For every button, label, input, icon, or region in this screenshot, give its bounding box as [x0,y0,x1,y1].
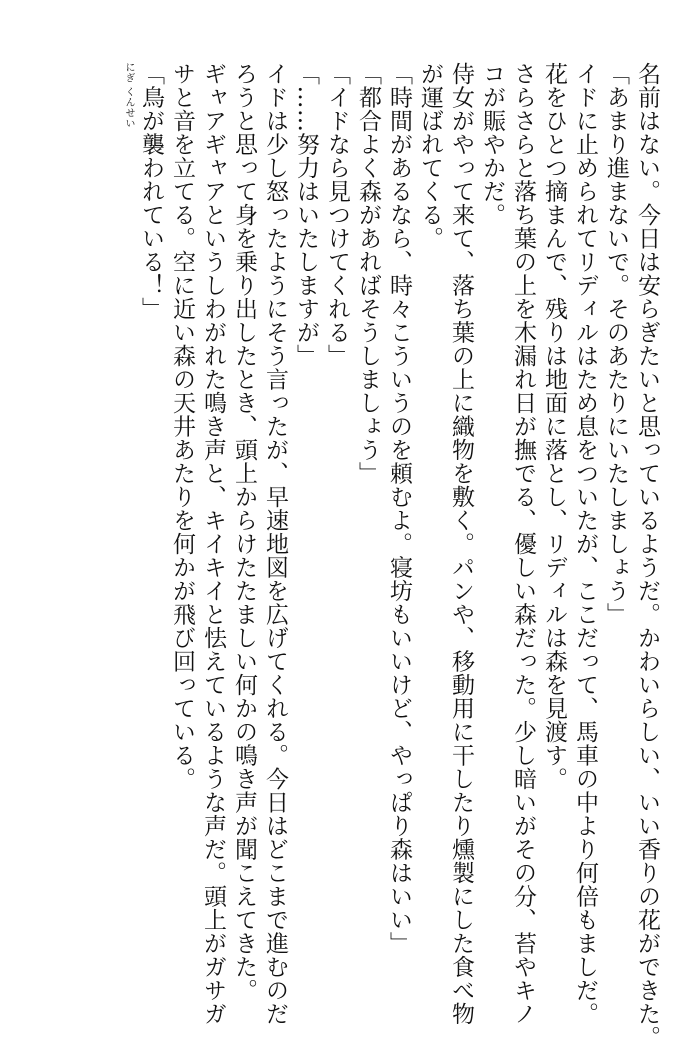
text-line-15: ギャアギャアというしわがれた鳴き声と、キイキイと怯えているような声だ。頭上がガサガ [200,62,226,1026]
text-line-12: 「……努力はいたしますが」 [293,62,319,368]
text-line-4: 花をひとつ摘まんで、残りは地面に落とし、リディルは森を見渡す。 [541,62,567,791]
ruby-readings [121,62,135,982]
text-line-6 [476,62,507,982]
text-line-6-text: コが賑やかだ。 [479,62,505,227]
text-line-3: イドに止められてリディルはため息をついたが、ここだって、馬車の中より何倍もましだ。 [572,62,598,1026]
text-line-1: 名前はない。今日は安らぎたいと思っているようだ。かわいらしい、いい香りの花ができた。 [634,62,660,1049]
text-line-10: 「都合よく森があればそうしましょう」 [355,62,381,485]
vertical-text-body [121,62,662,1049]
text-line-7: 侍女がやって来て、落ち葉の上に織物を敷く。パンや、移動用に干したり燻製にした食べ物 [448,62,474,1026]
text-line-11: 「イドなら見つけてくれる」 [324,62,350,368]
text-line-17: 「鳥が襲われている！」 [138,62,164,321]
ruby-nigi: にぎ [123,62,134,83]
text-line-14: ろうと思って身を乗り出したとき、頭上からけたたましい何かの鳴き声が聞こえてきた。 [231,62,257,1002]
text-line-2: 「あまり進まないで。そのあたりにいたしましょう」 [603,62,629,626]
text-line-5: さらさらと落ち葉の上を木漏れ日が撫でる、優しい森だった。少し暗いがその分、苔やキノ [510,62,536,1026]
ruby-kunsei: くんせい [123,86,134,129]
text-line-13: イドは少し怒ったようにそう言ったが、早速地図を広げてくれる。今日はどこまで進むのだ [262,62,288,1026]
text-line-9: 「時間があるなら、時々こういうのを頼むよ。寝坊もいいけど、やっぱり森はいい」 [386,62,412,955]
text-line-16: サと音を立てる。空に近い森の天井あたりを何かが飛び回っている。 [169,62,195,791]
text-line-8: が運ばれてくる。 [417,62,443,250]
